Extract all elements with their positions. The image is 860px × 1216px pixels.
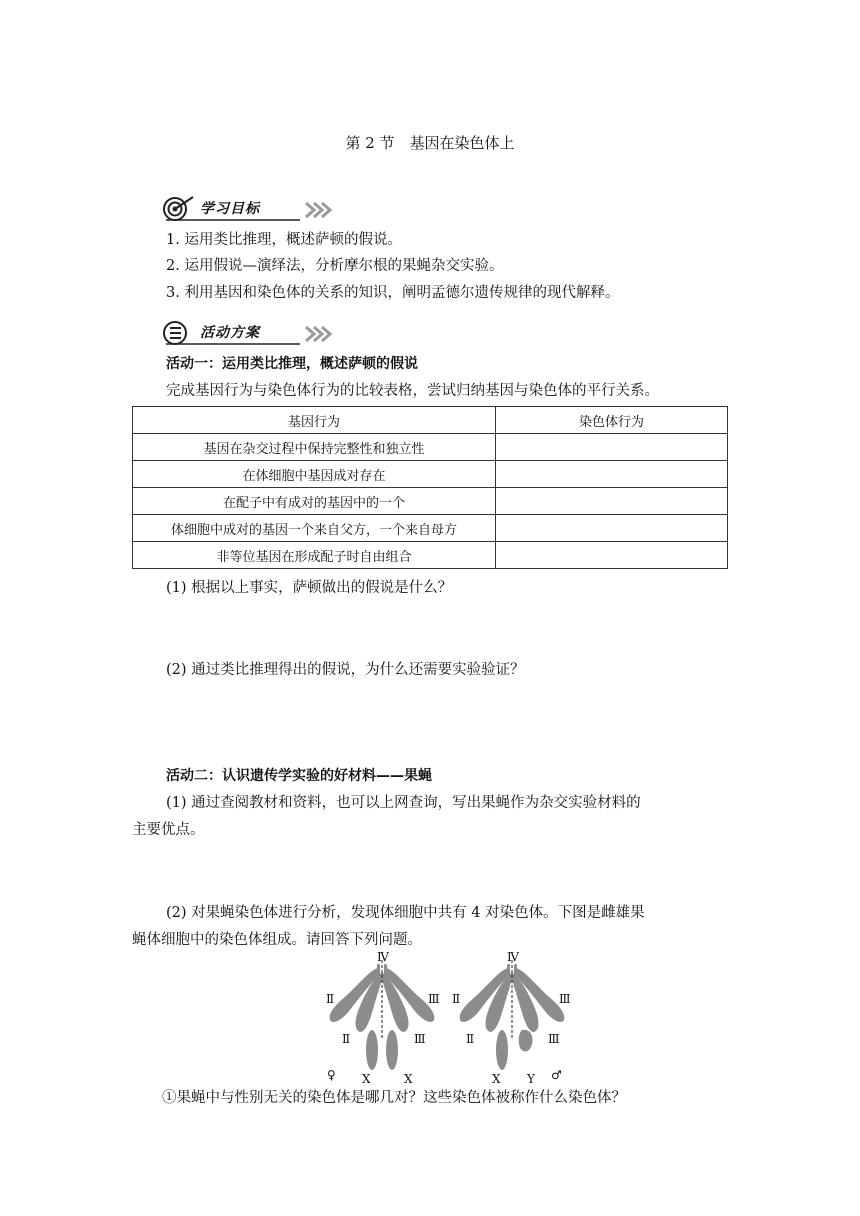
activity2-question-2-cont: 蝇体细胞中的染色体组成。请回答下列问题。 [132, 932, 422, 948]
goals-label: 学习目标 [200, 201, 260, 217]
male-label-ii-top: Ⅱ [452, 992, 461, 1006]
table-cell: 体细胞中成对的基因一个来自父方，一个来自母方 [133, 515, 496, 542]
comparison-table [132, 406, 728, 569]
activity2-heading: 活动二：认识遗传学实验的好材料——果蝇 [166, 768, 432, 784]
male-label-iii-top: Ⅲ [559, 992, 571, 1006]
male-symbol: ♂ [551, 1068, 562, 1082]
table-cell [496, 434, 728, 461]
activity2-question-1-cont: 主要优点。 [132, 822, 205, 838]
male-label-ii-bottom: Ⅱ [466, 1032, 475, 1046]
activity1-question-1: (1) 根据以上事实，萨顿做出的假说是什么？ [166, 580, 453, 596]
plan-banner [160, 320, 340, 346]
female-label-iii-bottom: Ⅲ [414, 1032, 426, 1046]
table-cell: 非等位基因在形成配子时自由组合 [133, 542, 496, 569]
goals-banner [160, 196, 340, 222]
goal-item: 3. 利用基因和染色体的关系的知识，阐明孟德尔遗传规律的现代解释。 [166, 285, 620, 301]
table-row [133, 461, 728, 488]
goal-item: 2. 运用假说—演绎法，分析摩尔根的果蝇杂交实验。 [166, 258, 504, 274]
female-label-iv: Ⅳ [377, 950, 389, 964]
plan-label: 活动方案 [200, 325, 260, 341]
table-header-row [133, 407, 728, 434]
activity1-question-2: (2) 通过类比推理得出的假说，为什么还需要实验验证？ [166, 662, 525, 678]
table-cell [496, 542, 728, 569]
activity2-question-2: (2) 对果蝇染色体进行分析，发现体细胞中共有 4 对染色体。下图是雌雄果 [166, 905, 645, 921]
table-cell: 基因在杂交过程中保持完整性和独立性 [133, 434, 496, 461]
table-cell: 在配子中有成对的基因中的一个 [133, 488, 496, 515]
male-sex-chr-1: X [492, 1072, 501, 1086]
table-row [133, 488, 728, 515]
table-cell: 在体细胞中基因成对存在 [133, 461, 496, 488]
female-sex-chr-1: X [362, 1072, 371, 1086]
activity2-question-1: (1) 通过查阅教材和资料，也可以上网查询，写出果蝇作为杂交实验材料的 [166, 795, 641, 811]
table-row [133, 434, 728, 461]
table-header: 基因行为 [133, 407, 496, 434]
activity2-subquestion-1: ①果蝇中与性别无关的染色体是哪几对？这些染色体被称作什么染色体？ [162, 1090, 626, 1106]
male-label-iii-bottom: Ⅲ [548, 1032, 560, 1046]
female-symbol: ♀ [327, 1068, 336, 1082]
female-label-iii-top: Ⅲ [428, 992, 440, 1006]
table-row [133, 515, 728, 542]
female-sex-chr-2: X [404, 1072, 413, 1086]
chromosome-figure [320, 948, 580, 1088]
goal-item: 1. 运用类比推理，概述萨顿的假说。 [166, 232, 402, 248]
male-sex-chr-2: Y [527, 1072, 535, 1086]
table-cell [496, 515, 728, 542]
table-row [133, 542, 728, 569]
table-header: 染色体行为 [496, 407, 728, 434]
female-label-ii-bottom: Ⅱ [342, 1032, 351, 1046]
table-cell [496, 488, 728, 515]
activity1-heading: 活动一：运用类比推理，概述萨顿的假说 [166, 356, 418, 372]
activity1-intro: 完成基因行为与染色体行为的比较表格，尝试归纳基因与染色体的平行关系。 [166, 383, 659, 399]
table-cell [496, 461, 728, 488]
female-label-ii-top: Ⅱ [326, 992, 335, 1006]
page-title: 第 2 节 基因在染色体上 [345, 134, 515, 152]
male-label-iv: Ⅳ [507, 950, 519, 964]
